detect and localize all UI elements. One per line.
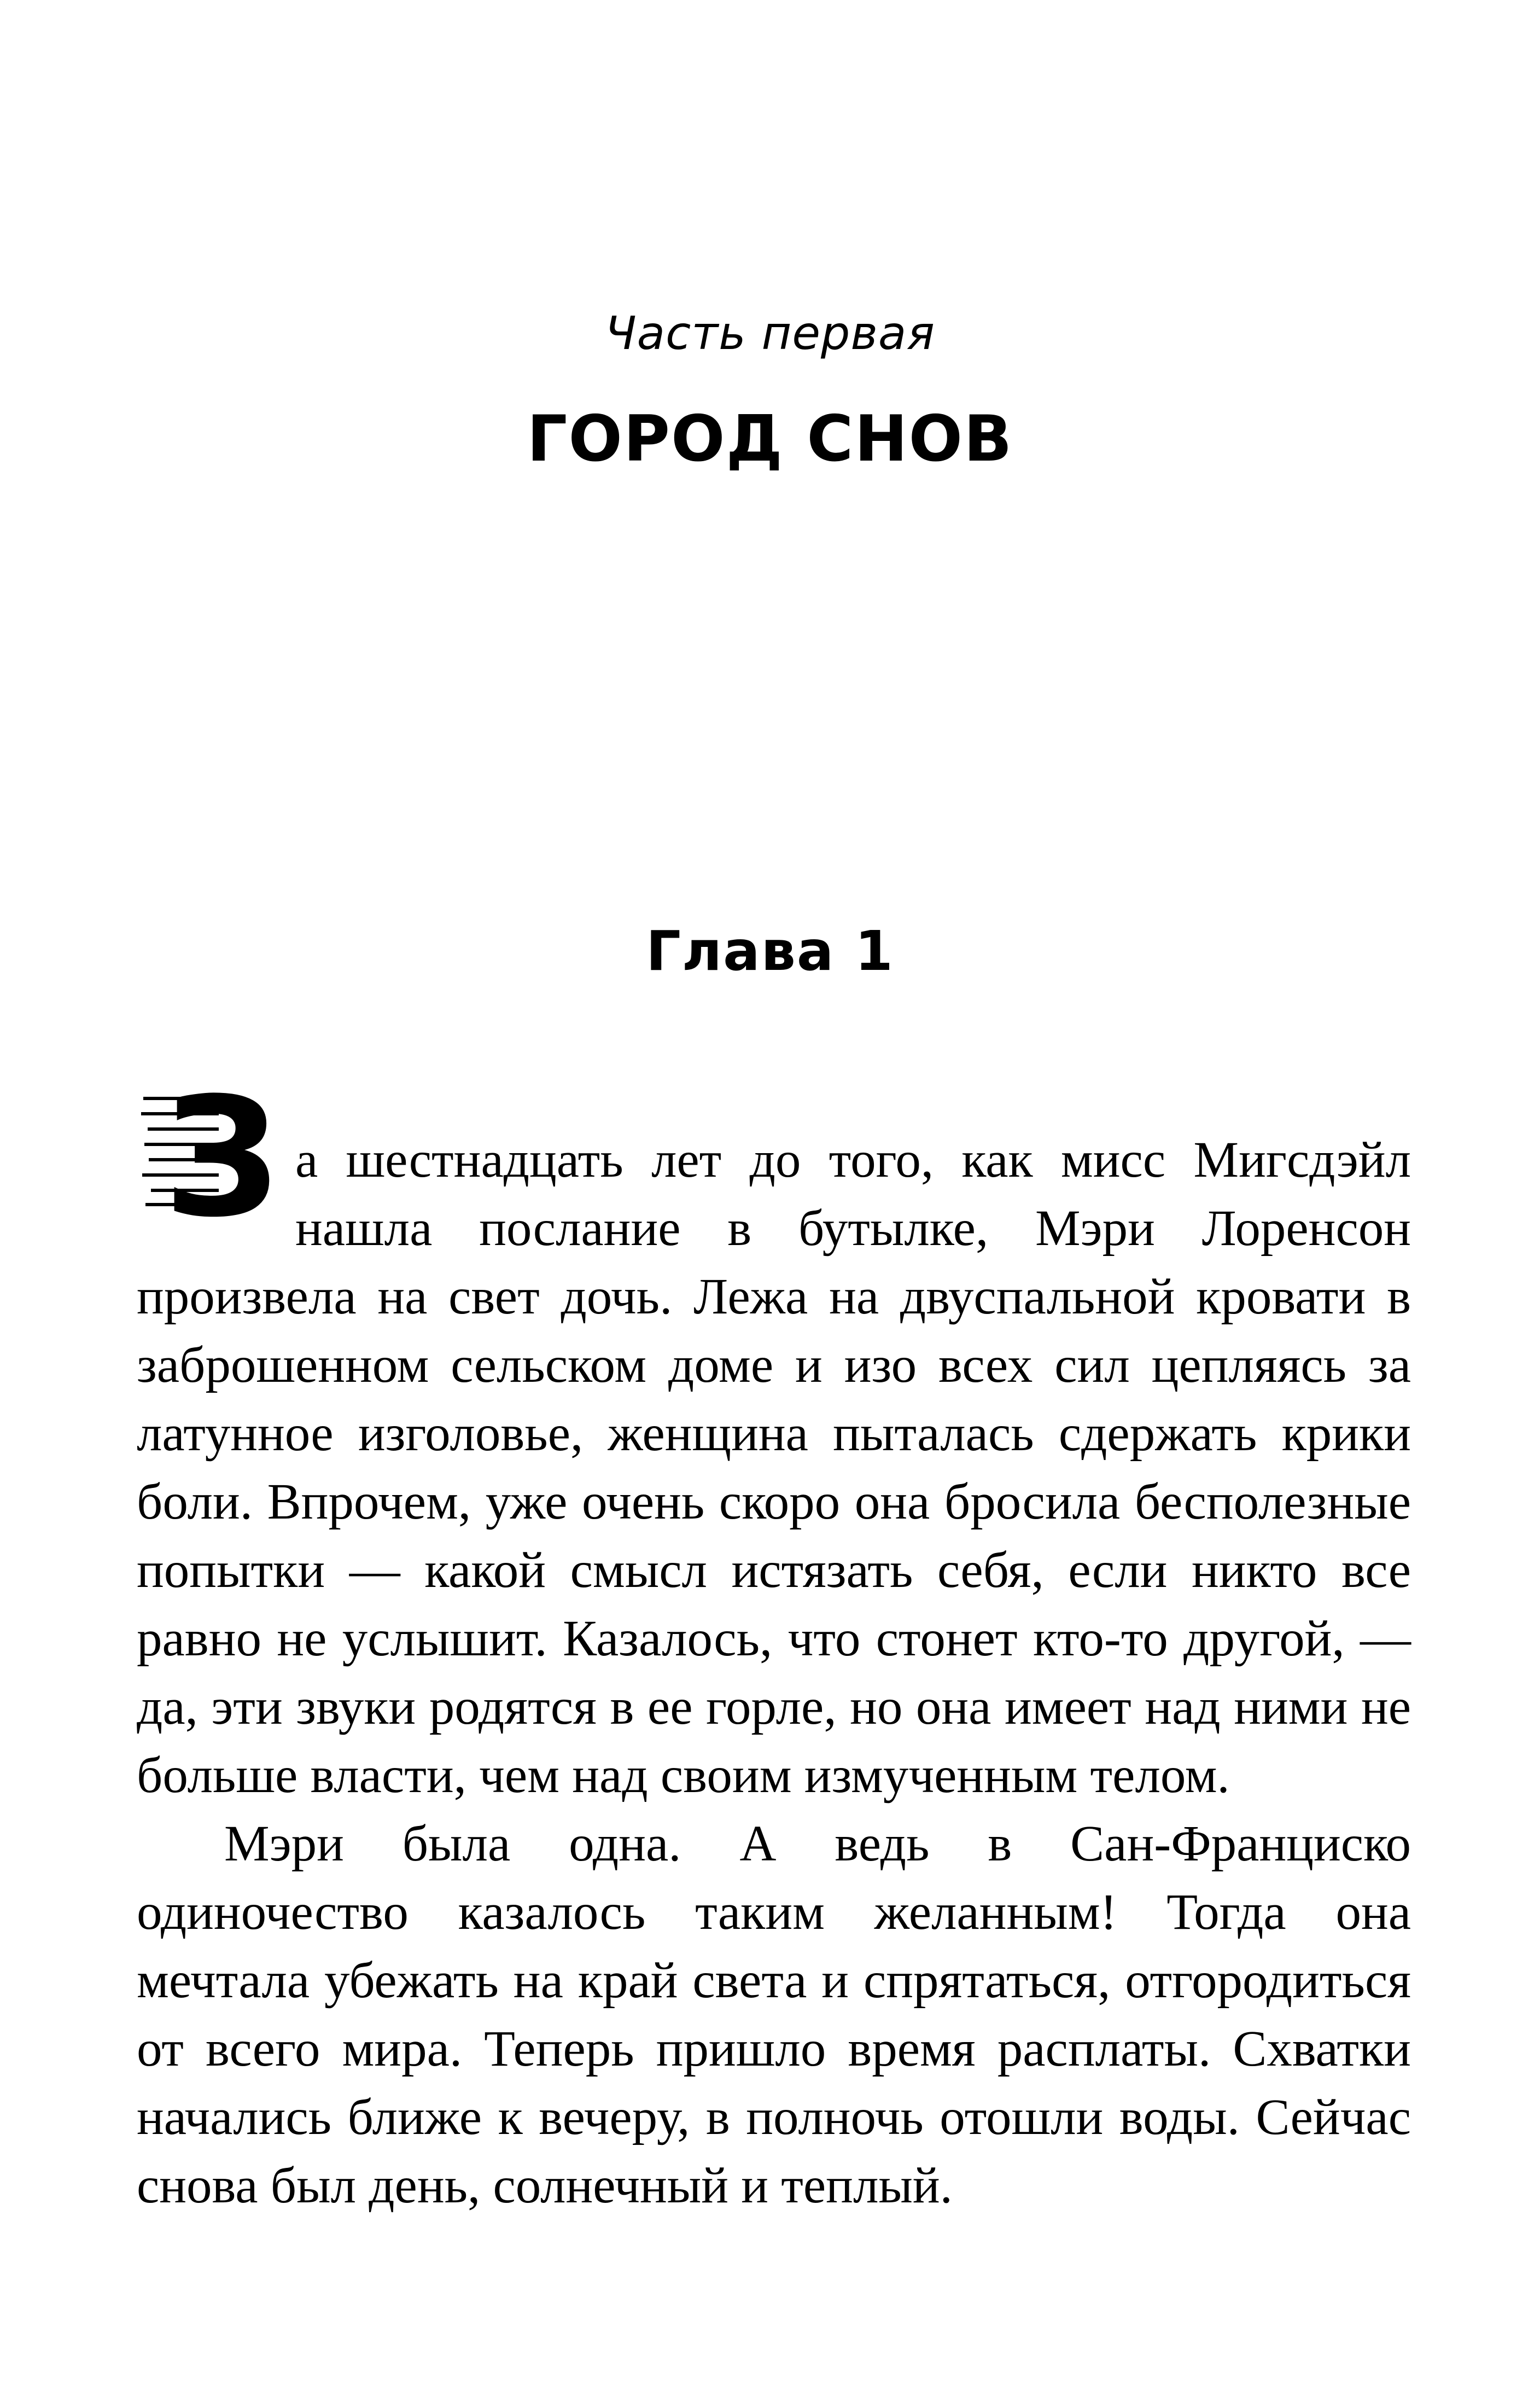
dropcap-ornament bbox=[137, 1087, 295, 1222]
chapter-body bbox=[137, 1087, 1411, 2220]
part-label: Часть первая bbox=[605, 306, 935, 360]
chapter-title: Глава 1 bbox=[646, 919, 894, 983]
paragraph-2: Мэри была одна. А ведь в Сан-Франциско одиночество казалось таким желанным! Тогда она мечтала убежать на край света и спрятаться, отгородиться от всего мира. Теперь пришло время расплаты. Схватки начались ближе к вечеру, в полночь отошли воды. Сейчас снова был день, солнечный и теплый. bbox=[137, 1816, 1411, 2214]
dropcap-letter: З bbox=[163, 1087, 280, 1222]
part-title: ГОРОД СНОВ bbox=[527, 402, 1013, 476]
paragraph-1 bbox=[137, 1087, 1411, 1810]
dropcap-lines-graphic bbox=[137, 1087, 295, 1222]
paragraph-1-text: а шестнадцать лет до того, как мисс Мигсдэйл нашла послание в бутылке, Мэри Лоренсон произвела на свет дочь. Лежа на двуспальной кровати в заброшенном сельском доме и изо всех сил цепляясь за латунное изголовье, женщина пыталась сдержать крики боли. Впрочем, уже очень скоро она бросила бесполезные попытки — какой смысл истязать себя, если никто все равно не услышит. Казалось, что стонет кто-то другой, — да, эти звуки родятся в ее горле, но она имеет над ними не больше власти, чем над своим измученным телом. bbox=[137, 1132, 1411, 1804]
